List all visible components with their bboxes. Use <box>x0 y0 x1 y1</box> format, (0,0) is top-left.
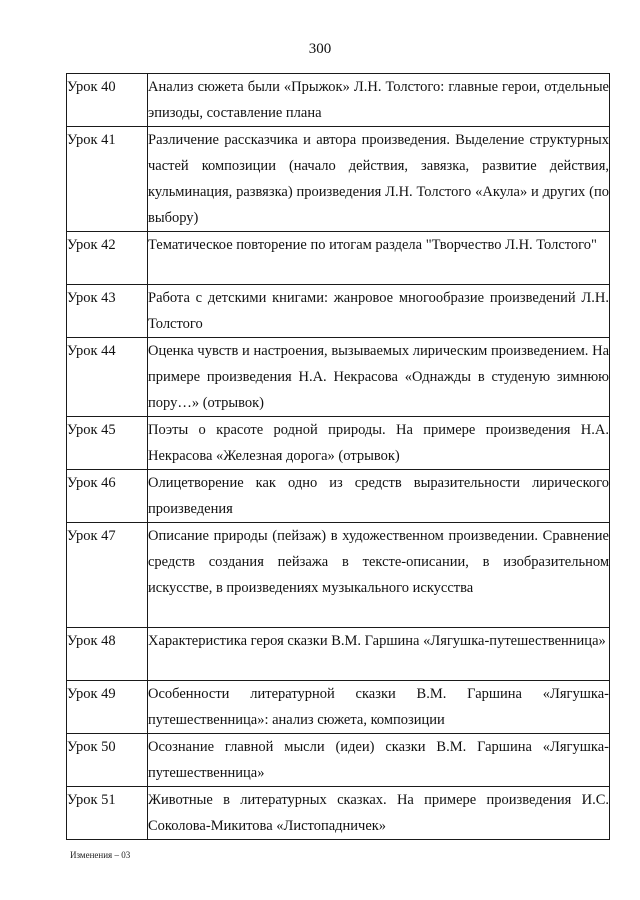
lesson-description: Поэты о красоте родной природы. На примере произведения Н.А. Некрасова «Железная дорога» (отрывок) <box>148 417 610 470</box>
lesson-description: Оценка чувств и настроения, вызываемых лирическим произведением. На примере произведения Н.А. Некрасова «Однажды в студеную зимнюю пору…» (отрывок) <box>148 338 610 417</box>
lesson-description: Анализ сюжета были «Прыжок» Л.Н. Толстого: главные герои, отдельные эпизоды, составление плана <box>148 74 610 127</box>
table-row <box>67 285 610 338</box>
lesson-plan-table <box>66 73 610 840</box>
table-row <box>67 787 610 840</box>
lesson-number: Урок 40 <box>67 74 148 127</box>
lesson-description: Тематическое повторение по итогам раздела "Творчество Л.Н. Толстого" <box>148 232 610 285</box>
lesson-description: Осознание главной мысли (идеи) сказки В.М. Гаршина «Лягушка-путешественница» <box>148 734 610 787</box>
lesson-number: Урок 51 <box>67 787 148 840</box>
lesson-description: Работа с детскими книгами: жанровое многообразие произведений Л.Н. Толстого <box>148 285 610 338</box>
lesson-number: Урок 46 <box>67 470 148 523</box>
table-row <box>67 232 610 285</box>
lesson-number: Урок 49 <box>67 681 148 734</box>
lesson-number: Урок 42 <box>67 232 148 285</box>
table-row <box>67 681 610 734</box>
lesson-number: Урок 50 <box>67 734 148 787</box>
page-number: 300 <box>308 41 332 57</box>
lesson-description: Различение рассказчика и автора произведения. Выделение структурных частей композиции (начало действия, завязка, развитие действия, кульминация, развязка) произведения Л.Н. Толстого «Акула» и других (по выбору) <box>148 127 610 232</box>
lesson-number: Урок 48 <box>67 628 148 681</box>
lesson-number: Урок 44 <box>67 338 148 417</box>
lesson-number: Урок 43 <box>67 285 148 338</box>
revision-footer: Изменения – 03 <box>70 850 131 860</box>
table-row <box>67 523 610 628</box>
table-row <box>67 470 610 523</box>
table-row <box>67 734 610 787</box>
table-row <box>67 628 610 681</box>
lesson-number: Урок 41 <box>67 127 148 232</box>
lesson-description: Животные в литературных сказках. На примере произведения И.С. Соколова-Микитова «Листопадничек» <box>148 787 610 840</box>
lesson-description: Описание природы (пейзаж) в художественном произведении. Сравнение средств создания пейзажа в тексте-описании, в изобразительном искусстве, в произведениях музыкального искусства <box>148 523 610 628</box>
table-row <box>67 338 610 417</box>
lesson-description: Особенности литературной сказки В.М. Гаршина «Лягушка-путешественница»: анализ сюжета, композиции <box>148 681 610 734</box>
table-row <box>67 417 610 470</box>
lesson-description: Олицетворение как одно из средств выразительности лирического произведения <box>148 470 610 523</box>
lesson-number: Урок 45 <box>67 417 148 470</box>
table-row <box>67 127 610 232</box>
lesson-number: Урок 47 <box>67 523 148 628</box>
table-row <box>67 74 610 127</box>
lesson-description: Характеристика героя сказки В.М. Гаршина «Лягушка-путешественница» <box>148 628 610 681</box>
